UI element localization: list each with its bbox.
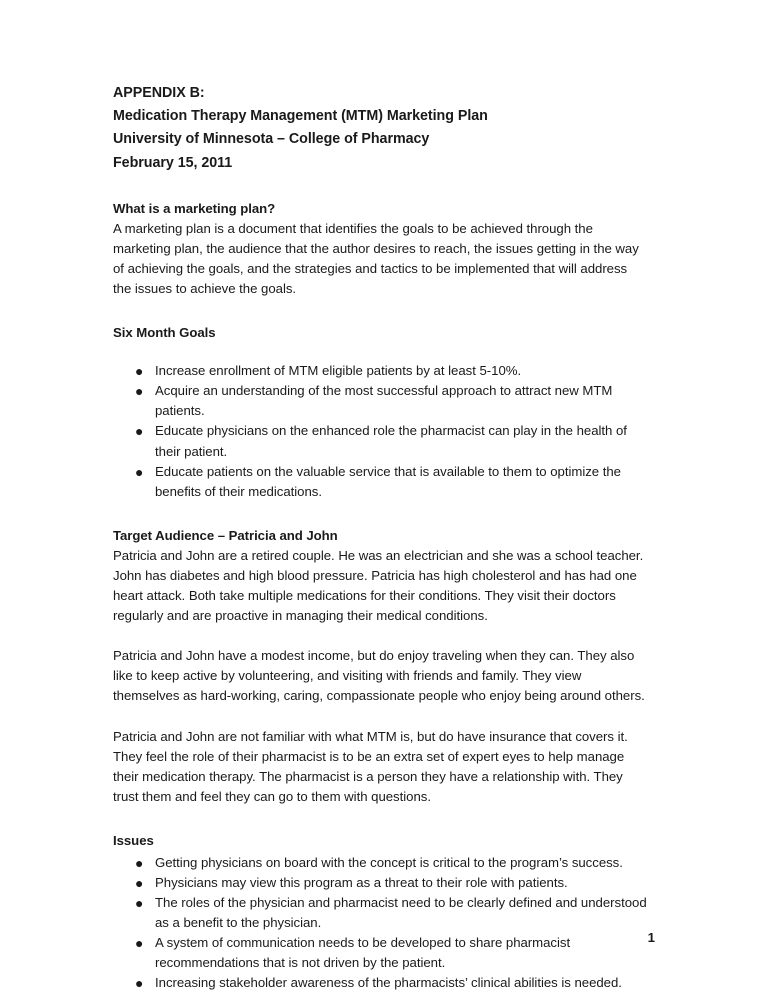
list-item-label: Educate patients on the valuable service that is available to them to optimize the benefits of their medications. <box>155 463 621 499</box>
list-item <box>113 421 655 461</box>
paragraph-target-audience-2: Patricia and John have a modest income, but do enjoy traveling when they can. They also like to keep active by volunteering, and visiting with friends and family. They view themselves as hard-working, caring, compassionate people who enjoy being around others. <box>113 648 645 704</box>
bullet-point-icon: ● <box>135 935 144 952</box>
list-item <box>113 893 655 933</box>
heading-issues: Issues <box>113 832 154 848</box>
bullet-point-icon: ● <box>135 854 144 871</box>
heading-target-audience: Target Audience – Patricia and John <box>113 527 338 543</box>
list-item-label: Educate physicians on the enhanced role the pharmacist can play in the health of their patient. <box>155 423 627 459</box>
document-title-line-4: February 15, 2011 <box>113 154 233 171</box>
list-item-label: Increasing stakeholder awareness of the pharmacists’ clinical abilities is needed. <box>155 975 622 991</box>
list-item-label: A system of communication needs to be developed to share pharmacist recommendations that is not driven by the patient. <box>155 935 571 971</box>
list-item <box>113 361 655 381</box>
paragraph-target-audience-3: Patricia and John are not familiar with what MTM is, but do have insurance that covers it. They feel the role of their pharmacist is to be an extra set of expert eyes to help manage their medication therapy. The pharmacist is a person they have a relationship with. They trust them and feel they can go to them with questions. <box>113 728 628 804</box>
list-item-label: Increase enrollment of MTM eligible patients by at least 5-10%. <box>155 363 522 379</box>
list-item <box>113 462 655 502</box>
heading-what-is-a-marketing-plan: What is a marketing plan? <box>113 200 276 216</box>
document-title-line-3: University of Minnesota – College of Pharmacy <box>113 131 430 148</box>
list-item <box>113 381 655 421</box>
bullet-point-icon: ● <box>135 383 144 400</box>
bullet-point-icon: ● <box>135 463 144 480</box>
document-title-line-2: Medication Therapy Management (MTM) Marketing Plan <box>113 108 488 125</box>
list-six-month-goals <box>113 361 655 502</box>
list-item-label: Getting physicians on board with the concept is critical to the program’s success. <box>155 854 623 870</box>
list-item-label: The roles of the physician and pharmacist need to be clearly defined and understood as a benefit to the physician. <box>155 895 647 931</box>
list-item-label: Physicians may view this program as a threat to their role with patients. <box>155 874 568 890</box>
bullet-point-icon: ● <box>135 975 144 992</box>
document-title-line-1: APPENDIX B: <box>113 85 205 101</box>
list-issues <box>113 853 655 994</box>
bullet-point-icon: ● <box>135 363 144 380</box>
paragraph-target-audience-1: Patricia and John are a retired couple. He was an electrician and she was a school teacher. John has diabetes and high blood pressure. Patricia has high cholesterol and has had one heart attack. Both take multiple medications for their conditions. They visit their doctors regularly and are proactive in managing their medical conditions. <box>113 547 644 624</box>
bullet-point-icon: ● <box>135 423 144 440</box>
list-item <box>113 973 655 993</box>
list-item-label: Acquire an understanding of the most successful approach to attract new MTM patients. <box>155 383 613 419</box>
page-number: 1 <box>647 930 655 945</box>
bullet-point-icon: ● <box>135 874 144 891</box>
heading-six-month-goals: Six Month Goals <box>113 325 216 341</box>
list-item <box>113 853 655 873</box>
bullet-point-icon: ● <box>135 895 144 912</box>
document-title-block <box>113 82 655 175</box>
list-item <box>113 873 655 893</box>
paragraph-what-is-a-marketing-plan: A marketing plan is a document that identifies the goals to be achieved through the marketing plan, the audience that the author desires to reach, the issues getting in the way of achieving the goals, and the strategies and tactics to be implemented that will address the issues to achieve the goals. <box>113 220 639 297</box>
